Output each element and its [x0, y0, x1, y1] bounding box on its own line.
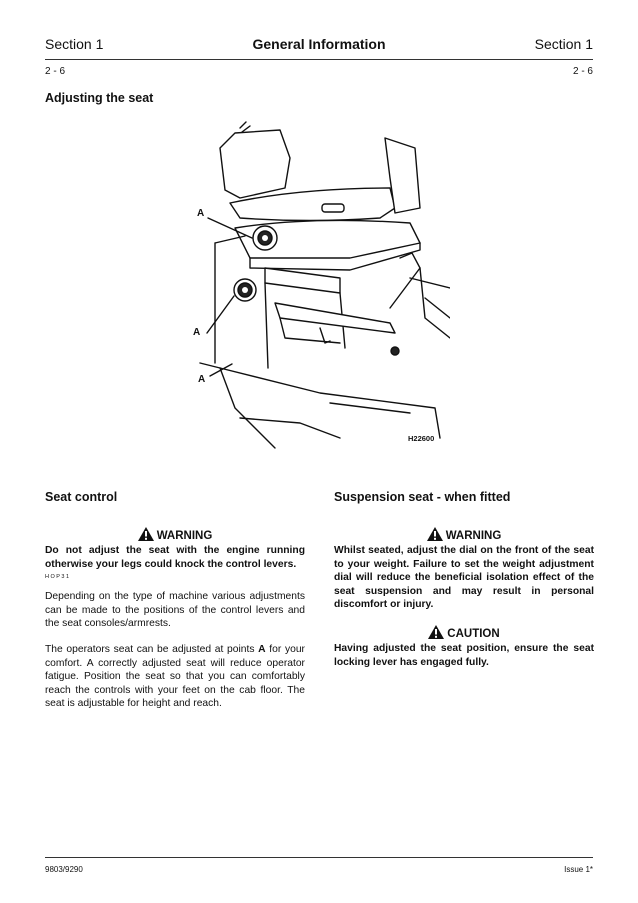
header-title: General Information: [252, 36, 386, 52]
page-number-right: 2 - 6: [572, 66, 593, 77]
warning-label: WARNING: [156, 530, 213, 542]
paragraph-adjust-points: [45, 643, 305, 711]
page-header: [45, 36, 593, 56]
page-title: Adjusting the seat: [45, 91, 154, 105]
figure-id: H22600: [408, 434, 435, 443]
section-label-left: Section 1: [45, 36, 104, 52]
caution-title: [334, 625, 594, 641]
warning-text: Do not adjust the seat with the engine running otherwise your legs could knock the control levers.: [45, 545, 305, 570]
point-a-ref: A: [258, 643, 266, 655]
callout-a-top: A: [197, 208, 205, 219]
paragraph-text-start: The operators seat can be adjusted at points: [45, 643, 259, 655]
callout-a-middle: A: [193, 327, 201, 338]
seat-illustration: [180, 118, 450, 453]
warning-label-2: WARNING: [445, 530, 502, 542]
issue-number: Issue 1*: [564, 865, 593, 874]
seat-control-heading: Seat control: [45, 490, 118, 504]
suspension-seat-heading: Suspension seat - when fitted: [334, 490, 511, 504]
doc-number: 9803/9290: [45, 865, 83, 874]
left-column: [45, 490, 305, 711]
header-rule: [45, 59, 593, 60]
section-label-right: Section 1: [534, 36, 593, 52]
caution-label: CAUTION: [447, 627, 500, 640]
warning-icon: [427, 527, 443, 541]
right-column: [334, 490, 594, 669]
warning-code: HOP31: [45, 574, 71, 581]
page-number-left: 2 - 6: [45, 66, 66, 77]
paragraph-text-end: for your comfort. A correctly adjusted seat will reduce operator fatigue. Position the seat so that you can comfortably reach the controls with your feet on the cab floor. The seat is adjustable for height and reach.: [45, 643, 305, 710]
warning-title-2: [334, 527, 594, 543]
callout-a-bottom: A: [198, 374, 206, 385]
caution-icon: [428, 625, 444, 639]
warning-icon: [138, 527, 154, 541]
caution-text: Having adjusted the seat position, ensure the seat locking lever has engaged fully.: [334, 642, 594, 668]
footer-rule: [45, 857, 593, 858]
warning-title: [45, 527, 305, 543]
warning-text-2: Whilst seated, adjust the dial on the front of the seat to your weight. Failure to set the weight adjustment dial will reduce the beneficial isolation effect of the seat suspension and may result in personal discomfort or injury.: [334, 545, 594, 611]
paragraph-adjustments: Depending on the type of machine various adjustments can be made to the positions of the control levers and the seat consoles/armrests.: [45, 591, 305, 630]
